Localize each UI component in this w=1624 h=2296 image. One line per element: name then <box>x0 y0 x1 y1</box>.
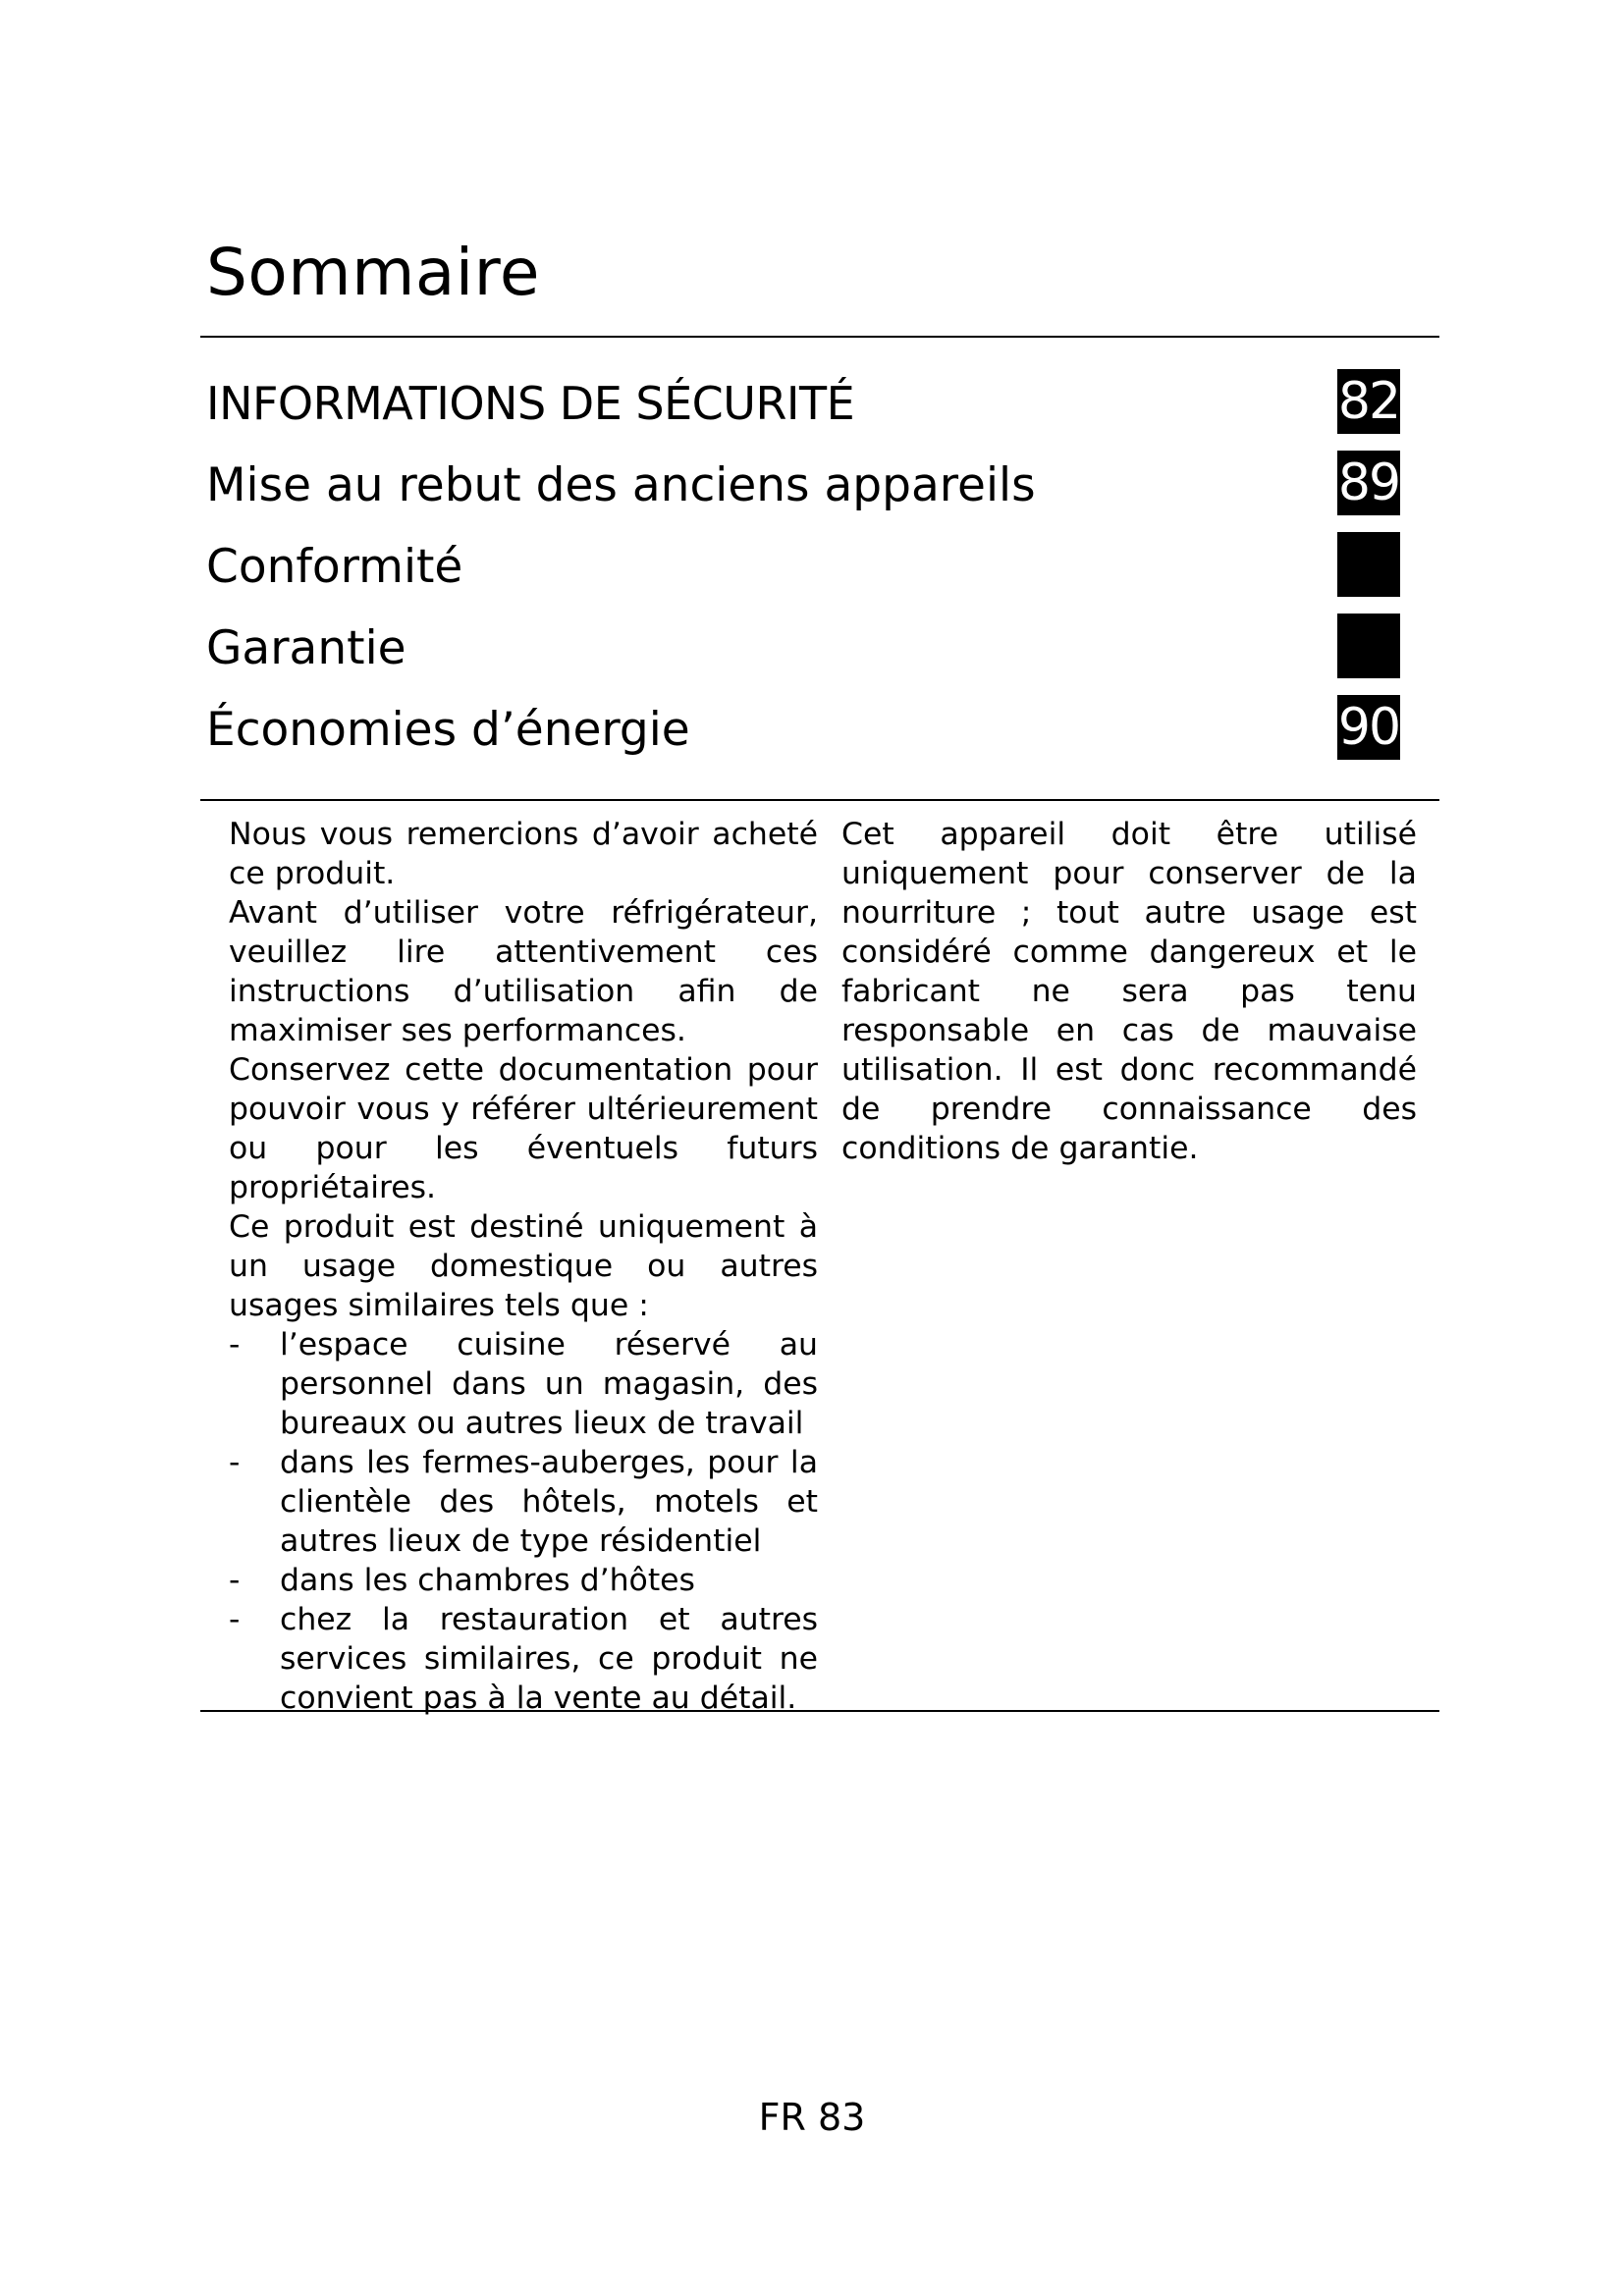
toc-entry-label: Économies d’énergie <box>206 703 690 757</box>
list-item <box>229 1325 818 1443</box>
list-item-text: dans les fermes-auberges, pour la clientèle des hôtels, motels et autres lieux de type résidentiel <box>280 1445 818 1559</box>
dash-marker: - <box>229 1327 241 1362</box>
toc-entry-warranty[interactable] <box>206 608 1400 689</box>
toc-entry-safety[interactable] <box>206 363 1400 445</box>
title-divider <box>200 336 1439 338</box>
page-title: Sommaire <box>206 235 540 310</box>
right-text-column <box>841 815 1417 1168</box>
page-number: FR 83 <box>758 2096 866 2139</box>
toc-page-badge: 90 <box>1337 695 1400 760</box>
dash-marker: - <box>229 1445 241 1480</box>
dash-marker: - <box>229 1563 241 1598</box>
toc-entry-disposal[interactable] <box>206 445 1400 526</box>
table-of-contents <box>206 363 1400 771</box>
dash-marker: - <box>229 1602 241 1637</box>
intro-paragraph: Ce produit est destiné uniquement à un usage domestique ou autres usages similaires tels que : <box>229 1209 818 1323</box>
toc-entry-conformity[interactable] <box>206 526 1400 608</box>
intro-paragraph: Conservez cette documentation pour pouvoir vous y référer ultérieurement ou pour les éventuels futurs propriétaires. <box>229 1052 818 1205</box>
list-item <box>229 1443 818 1561</box>
toc-entry-label: INFORMATIONS DE SÉCURITÉ <box>206 377 855 430</box>
body-divider <box>200 1710 1439 1712</box>
left-text-column <box>229 815 818 1718</box>
list-item <box>229 1561 818 1600</box>
toc-entry-label: Conformité <box>206 540 463 594</box>
toc-page-badge: 82 <box>1337 369 1400 434</box>
toc-entry-energy-saving[interactable] <box>206 689 1400 771</box>
list-item <box>229 1600 818 1718</box>
toc-page-badge: 89 <box>1337 451 1400 515</box>
usage-paragraph: Cet appareil doit être utilisé uniquement pour conserver de la nourriture ; tout autre usage est considéré comme dangereux et le fabricant ne sera pas tenu responsable en cas de mauvaise utilisation. Il est donc recommandé de prendre connaissance des conditions de garantie. <box>841 817 1417 1166</box>
list-item-text: dans les chambres d’hôtes <box>280 1563 695 1598</box>
toc-divider <box>200 799 1439 801</box>
toc-entry-label: Mise au rebut des anciens appareils <box>206 458 1036 512</box>
intro-paragraph: Nous vous remercions d’avoir acheté ce produit. <box>229 817 818 891</box>
toc-page-badge <box>1337 614 1400 678</box>
list-item-text: l’espace cuisine réservé au personnel dans un magasin, des bureaux ou autres lieux de travail <box>280 1327 818 1441</box>
toc-entry-label: Garantie <box>206 621 406 675</box>
usage-list <box>229 1325 818 1718</box>
intro-paragraph: Avant d’utiliser votre réfrigérateur, veuillez lire attentivement ces instructions d’utilisation afin de maximiser ses performances. <box>229 895 818 1048</box>
list-item-text: chez la restauration et autres services similaires, ce produit ne convient pas à la vente au détail. <box>280 1602 818 1716</box>
toc-page-badge <box>1337 532 1400 597</box>
